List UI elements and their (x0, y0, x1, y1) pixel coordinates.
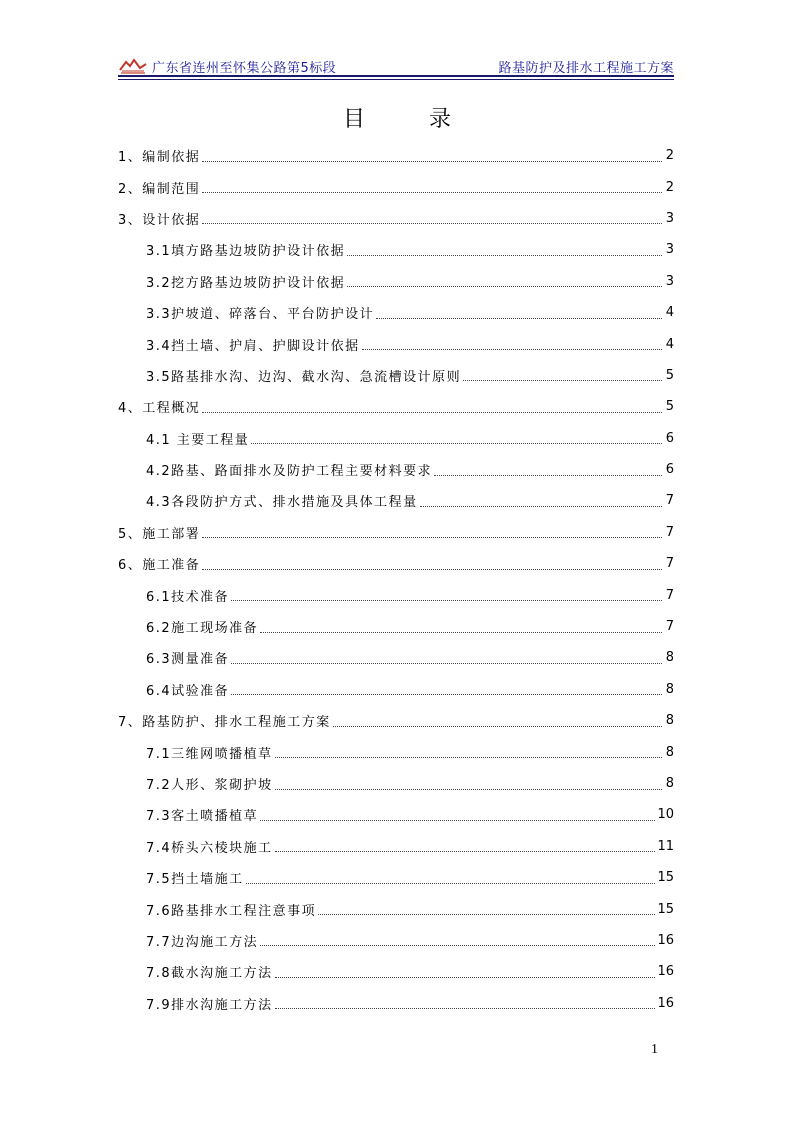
toc-entry-page: 10 (657, 807, 674, 823)
toc-entry-label: 7.1三维网喷播植草 (146, 746, 273, 762)
toc-entry-label: 3.2挖方路基边坡防护设计依据 (146, 275, 346, 291)
toc-entry-page: 8 (665, 650, 674, 666)
toc-dot-leader (246, 882, 656, 884)
toc-entry-label: 3.5路基排水沟、边沟、截水沟、急流槽设计原则 (146, 369, 462, 385)
toc-entry-page: 8 (665, 744, 674, 760)
toc-entry-label: 4、工程概况 (118, 401, 201, 417)
toc-entry[interactable] (118, 893, 674, 924)
toc-entry[interactable] (118, 140, 674, 171)
toc-entry-label: 7.2人形、浆砌护坡 (146, 778, 273, 793)
toc-dot-leader (202, 191, 662, 193)
toc-dot-leader (362, 348, 662, 350)
toc-entry-page: 11 (657, 838, 674, 854)
page-number: 1 (651, 1042, 658, 1057)
toc-entry-label: 7.7边沟施工方法 (146, 934, 259, 950)
toc-entry[interactable] (118, 328, 674, 359)
toc-dot-leader (202, 536, 662, 538)
toc-dot-leader (347, 254, 662, 256)
toc-entry[interactable] (118, 203, 674, 234)
toc-entry-page: 16 (657, 932, 674, 948)
toc-entry-label: 3.3护坡道、碎落台、平台防护设计 (146, 307, 375, 323)
toc-entry-label: 7.3客土喷播植草 (146, 809, 259, 825)
header-rule-thin (118, 79, 674, 80)
toc-entry-page: 15 (657, 901, 674, 917)
toc-entry[interactable] (118, 768, 674, 799)
toc-dot-leader (202, 411, 662, 413)
toc-entry-page: 2 (665, 148, 674, 164)
toc-entry-label: 3.4挡土墙、护肩、护脚设计依据 (146, 338, 360, 354)
toc-entry-label: 4.3各段防护方式、排水措施及具体工程量 (146, 495, 418, 511)
toc-entry-label: 6.3测量准备 (146, 652, 230, 668)
toc-entry-label: 2、编制范围 (118, 181, 201, 197)
toc-entry-label: 7.9排水沟施工方法 (146, 997, 273, 1013)
toc-entry-page: 3 (665, 273, 674, 289)
toc-entry-page: 7 (665, 619, 674, 635)
toc-entry-label: 6.4试验准备 (146, 683, 230, 699)
toc-dot-leader (318, 913, 655, 915)
toc-dot-leader (275, 850, 656, 852)
toc-entry-page: 4 (665, 336, 674, 352)
toc-entry[interactable] (118, 266, 674, 297)
toc-entry-page: 7 (665, 493, 674, 509)
toc-dot-leader (434, 474, 662, 476)
toc-entry-label: 4.1 主要工程量 (146, 432, 250, 448)
toc-entry[interactable] (118, 956, 674, 987)
toc-entry-label: 7、路基防护、排水工程施工方案 (118, 715, 331, 731)
toc-entry-page: 8 (665, 776, 674, 791)
toc-entry[interactable] (118, 642, 674, 673)
table-of-contents (118, 140, 674, 1019)
toc-dot-leader (231, 693, 662, 695)
toc-dot-leader (251, 442, 662, 444)
toc-entry-label: 7.4桥头六棱块施工 (146, 840, 273, 856)
toc-entry-label: 1、编制依据 (118, 150, 201, 166)
toc-entry-label: 5、施工部署 (118, 526, 201, 542)
toc-entry-label: 3.1填方路基边坡防护设计依据 (146, 244, 346, 260)
toc-entry[interactable] (118, 611, 674, 642)
toc-entry-label: 7.6路基排水工程注意事项 (146, 903, 317, 919)
toc-entry-page: 3 (665, 242, 674, 258)
toc-entry[interactable] (118, 988, 674, 1019)
toc-dot-leader (202, 222, 662, 224)
toc-dot-leader (202, 160, 662, 162)
toc-entry[interactable] (118, 297, 674, 328)
toc-entry[interactable] (118, 579, 674, 610)
toc-entry-page: 5 (665, 367, 674, 383)
toc-entry[interactable] (118, 485, 674, 516)
company-logo-icon (118, 56, 148, 76)
toc-entry-page: 6 (665, 462, 674, 478)
project-name: 广东省连州至怀集公路第5标段 (152, 61, 337, 76)
toc-dot-leader (333, 725, 662, 727)
page-header (118, 54, 674, 78)
toc-entry-page: 16 (657, 995, 674, 1011)
toc-dot-leader (420, 505, 662, 507)
document-title: 路基防护及排水工程施工方案 (498, 61, 674, 76)
toc-entry-page: 7 (665, 556, 674, 572)
toc-dot-leader (275, 976, 656, 978)
toc-dot-leader (376, 317, 662, 319)
toc-entry[interactable] (118, 517, 674, 548)
toc-dot-leader (463, 379, 662, 381)
toc-dot-leader (231, 599, 662, 601)
toc-entry-page: 2 (665, 179, 674, 195)
toc-entry[interactable] (118, 360, 674, 391)
toc-entry-label: 7.8截水沟施工方法 (146, 966, 273, 982)
toc-dot-leader (202, 568, 662, 570)
toc-dot-leader (275, 1007, 656, 1009)
toc-entry-label: 3、设计依据 (118, 212, 201, 228)
toc-entry[interactable] (118, 862, 674, 893)
header-rule-thick (118, 75, 674, 77)
toc-dot-leader (260, 819, 655, 821)
toc-entry-page: 16 (657, 964, 674, 980)
toc-dot-leader (347, 285, 662, 287)
toc-entry-label: 4.2路基、路面排水及防护工程主要材料要求 (146, 464, 433, 480)
toc-entry-page: 3 (665, 210, 674, 226)
toc-entry[interactable] (118, 736, 674, 767)
toc-entry-label: 6.1技术准备 (146, 589, 230, 605)
toc-entry[interactable] (118, 391, 674, 422)
toc-entry-page: 8 (665, 713, 674, 729)
toc-entry[interactable] (118, 925, 674, 956)
toc-dot-leader (275, 788, 662, 790)
toc-entry-label: 6、施工准备 (118, 558, 201, 574)
toc-entry[interactable] (118, 705, 674, 736)
toc-entry-page: 15 (657, 870, 674, 886)
toc-entry[interactable] (118, 234, 674, 265)
toc-entry[interactable] (118, 799, 674, 830)
toc-entry-page: 4 (665, 305, 674, 321)
toc-dot-leader (231, 662, 662, 664)
toc-entry[interactable] (118, 454, 674, 485)
toc-entry-page: 7 (665, 587, 674, 603)
toc-dot-leader (275, 756, 662, 758)
toc-entry-label: 6.2施工现场准备 (146, 621, 259, 637)
toc-dot-leader (260, 631, 662, 633)
toc-entry[interactable] (118, 674, 674, 705)
toc-entry-page: 7 (665, 524, 674, 540)
toc-entry[interactable] (118, 423, 674, 454)
toc-dot-leader (260, 944, 655, 946)
toc-entry-label: 7.5挡土墙施工 (146, 872, 244, 888)
toc-entry-page: 6 (665, 430, 674, 446)
toc-heading: 目录 (342, 107, 515, 132)
toc-entry[interactable] (118, 548, 674, 579)
toc-entry[interactable] (118, 171, 674, 202)
toc-entry-page: 8 (665, 681, 674, 697)
toc-entry[interactable] (118, 831, 674, 862)
toc-entry-page: 5 (665, 399, 674, 415)
